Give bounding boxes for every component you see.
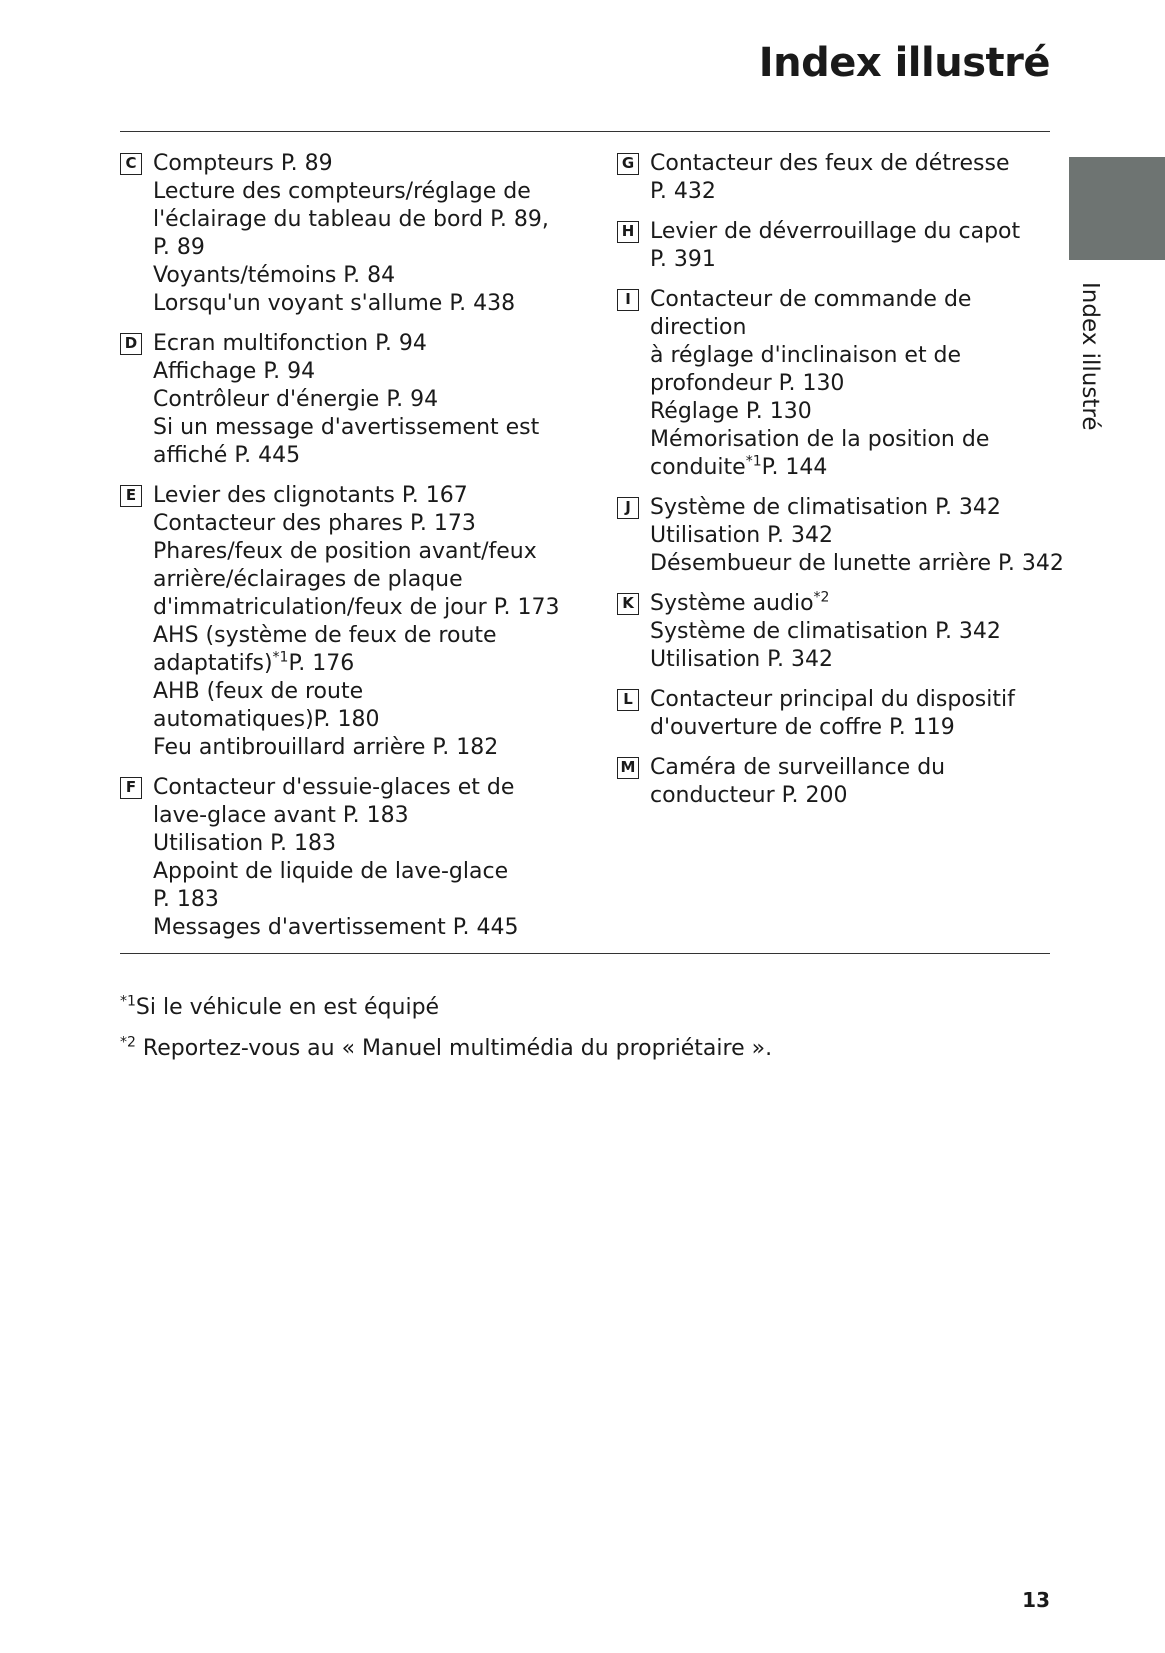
index-entry-g [617,150,1067,206]
entry-sub-line: affiché P. 445 [153,443,301,468]
entry-sub-line: Utilisation P. 183 [153,831,336,856]
section-tab-marker [1069,157,1165,260]
entry-title: Système de climatisation P. 342 [650,495,1001,520]
page-number: 13 [1022,1588,1050,1612]
entry-sub-line: arrière/éclairages de plaque [153,567,463,592]
entry-sub-line: à réglage d'inclinaison et de [650,343,962,368]
footnote [120,994,772,1022]
footnote [120,1035,772,1063]
footnotes [120,994,772,1076]
entry-sub-line: Mémorisation de la position de [650,427,990,452]
entry-title: Caméra de surveillance du [650,755,946,780]
entry-sub-line: profondeur P. 130 [650,371,845,396]
letter-box-icon: L [617,689,639,711]
entry-sub-line: conducteur P. 200 [650,783,848,808]
letter-box-icon: F [120,777,142,799]
entry-sub-line: Affichage P. 94 [153,359,316,384]
entry-title: Contacteur des feux de détresse [650,151,1010,176]
entry-title: Ecran multifonction P. 94 [153,331,427,356]
index-entry-d [120,330,590,470]
index-entry-h [617,218,1067,274]
index-entry-k [617,590,1067,674]
index-entry-c [120,150,590,318]
footnote-mark: *1 [120,993,136,1010]
entry-sub-line: lave-glace avant P. 183 [153,803,409,828]
entry-sub-line: Voyants/témoins P. 84 [153,263,396,288]
entry-sub-line: P. 183 [153,887,219,912]
index-column-left [120,150,590,954]
index-entry-e [120,482,590,762]
page-title: Index illustré [758,40,1050,86]
entry-sub-line: Messages d'avertissement P. 445 [153,915,519,940]
entry-sub-line: AHB (feux de route [153,679,364,704]
entry-title: Levier de déverrouillage du capot [650,219,1021,244]
index-entry-i [617,286,1067,482]
entry-title: Levier des clignotants P. 167 [153,483,468,508]
entry-sub-line: d'ouverture de coffre P. 119 [650,715,955,740]
entry-sub-line: AHS (système de feux de route [153,623,497,648]
entry-sub-line: Désembueur de lunette arrière P. 342 [650,551,1064,576]
entry-sub-line: Réglage P. 130 [650,399,812,424]
index-column-right [617,150,1067,822]
letter-box-icon: D [120,333,142,355]
entry-sub-line: P. 391 [650,247,716,272]
entry-sub-line: Utilisation P. 342 [650,647,833,672]
entry-sub-line: Si un message d'avertissement est [153,415,540,440]
header-divider [120,131,1050,132]
index-entry-j [617,494,1067,578]
footnote-text: Si le véhicule en est équipé [135,995,440,1020]
letter-box-icon: E [120,485,142,507]
letter-box-icon: K [617,593,639,615]
entry-sub-line: Utilisation P. 342 [650,523,833,548]
letter-box-icon: J [617,497,639,519]
entry-sub-line: Appoint de liquide de lave-glace [153,859,509,884]
entry-title: Contacteur de commande de direction [650,287,972,340]
index-entry-l [617,686,1067,742]
entry-sub-line: Contacteur des phares P. 173 [153,511,476,536]
entry-sub-line: Phares/feux de position avant/feux [153,539,537,564]
entry-sub-line: adaptatifs)$^{*1}$P. 176 [153,649,355,676]
entry-sub-line: d'immatriculation/feux de jour P. 173 [153,595,560,620]
entry-sub-line: P. 89 [153,235,205,260]
section-tab-label: Index illustré [1077,282,1103,431]
entry-sub-line: conduite$^{*1}$P. 144 [650,453,828,480]
entry-sub-line: automatiques)P. 180 [153,707,380,732]
letter-box-icon: H [617,221,639,243]
entry-title: Système audio$^{*2}$ [650,589,830,616]
entry-sub-line: Lorsqu'un voyant s'allume P. 438 [153,291,516,316]
entry-sub-line: l'éclairage du tableau de bord P. 89, [153,207,549,232]
entry-title: Contacteur principal du dispositif [650,687,1015,712]
letter-box-icon: I [617,289,639,311]
entry-sub-line: Contrôleur d'énergie P. 94 [153,387,439,412]
footnote-text: Reportez-vous au « Manuel multimédia du propriétaire ». [135,1036,773,1061]
entry-sub-line: Feu antibrouillard arrière P. 182 [153,735,499,760]
entry-sub-line: P. 432 [650,179,716,204]
content-divider [120,953,1050,954]
entry-sub-line: Système de climatisation P. 342 [650,619,1001,644]
index-entry-f [120,774,590,942]
letter-box-icon: G [617,153,639,175]
letter-box-icon: M [617,757,639,779]
index-entry-m [617,754,1067,810]
entry-sub-line: Lecture des compteurs/réglage de [153,179,531,204]
letter-box-icon: C [120,153,142,175]
footnote-mark: *2 [120,1034,136,1051]
entry-title: Contacteur d'essuie-glaces et de [153,775,515,800]
entry-title: Compteurs P. 89 [153,151,333,176]
